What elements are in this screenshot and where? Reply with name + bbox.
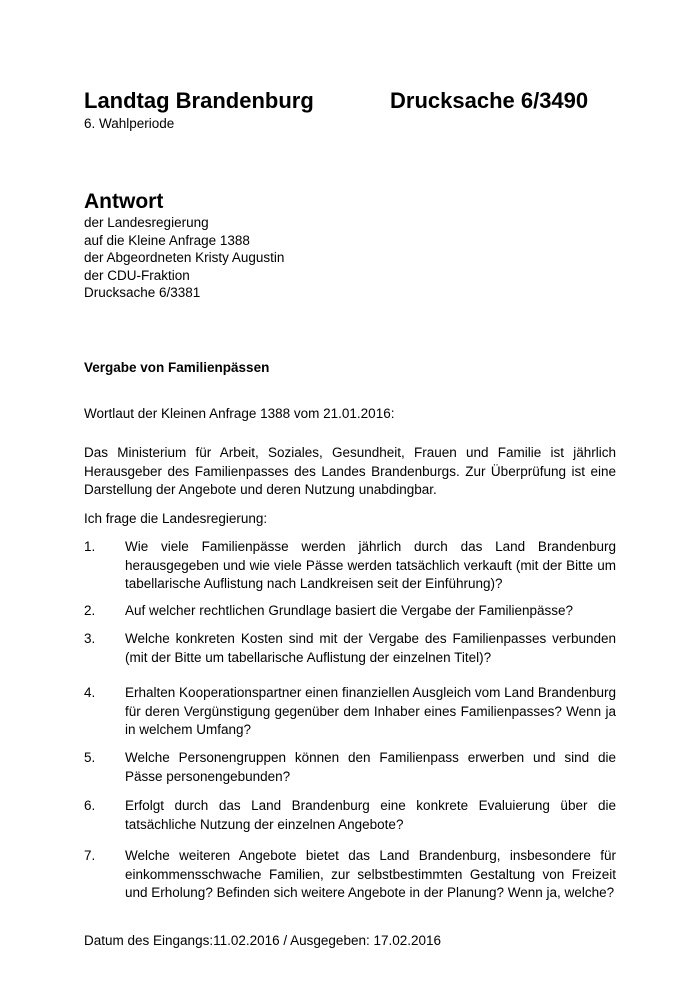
question-text: Welche weiteren Angebote bietet das Land Brandenburg, insbesondere für einkommensschwache Familien, zur selbstbestimmten Gestaltung von Freizeit und Erholung? Befinden sich weitere Angebote in der Planung? Wenn ja, welche?	[125, 848, 616, 900]
question-number: 1.	[84, 539, 96, 554]
document-number: Drucksache 6/3490	[390, 88, 589, 113]
question-intro: Ich frage die Landesregierung:	[84, 511, 268, 526]
answer-line: auf die Kleine Anfrage 1388	[84, 232, 250, 248]
question-number: 5.	[84, 750, 96, 765]
subject-heading: Vergabe von Familienpässen	[84, 360, 270, 375]
question-text: Erhalten Kooperationspartner einen finanziellen Ausgleich vom Land Brandenburg für deren Vergünstigung gegenüber dem Inhaber eines Familienpasses? Wenn ja in welchem Umfang?	[125, 685, 616, 737]
question-number: 7.	[84, 848, 96, 863]
answer-line: der Landesregierung	[84, 215, 209, 230]
question-number: 3.	[84, 631, 96, 646]
answer-line: der CDU-Fraktion	[84, 267, 190, 283]
question-number: 4.	[84, 685, 96, 700]
receipt-dates: Datum des Eingangs:11.02.2016 / Ausgegeben: 17.02.2016	[84, 933, 442, 948]
question-text: Auf welcher rechtlichen Grundlage basiert die Vergabe der Familienpässe?	[125, 603, 574, 618]
question-number: 6.	[84, 798, 96, 813]
question-text: Welche Personengruppen können den Familienpass erwerben und sind die Pässe personengebunden?	[125, 750, 616, 784]
answer-line: Drucksache 6/3381	[84, 285, 201, 301]
answer-heading: Antwort	[84, 190, 164, 213]
question-text: Wie viele Familienpässe werden jährlich durch das Land Brandenburg herausgegeben und wie viele Pässe werden tatsächlich verkauft (mit der Bitte um tabellarische Auflistung nach Landkreisen seit der Einführung)?	[125, 539, 616, 591]
answer-details	[84, 214, 284, 302]
answer-line: der Abgeordneten Kristy Augustin	[84, 250, 285, 266]
parliament-title: Landtag Brandenburg	[84, 88, 314, 113]
inquiry-intro: Wortlaut der Kleinen Anfrage 1388 vom 21.01.2016:	[84, 406, 395, 421]
question-text: Welche konkreten Kosten sind mit der Vergabe des Familienpasses verbunden (mit der Bitte um tabellarische Auflistung der einzelnen Titel)?	[125, 631, 616, 665]
question-text: Erfolgt durch das Land Brandenburg eine konkrete Evaluierung über die tatsächliche Nutzung der einzelnen Angebote?	[125, 798, 616, 832]
inquiry-paragraph: Das Ministerium für Arbeit, Soziales, Gesundheit, Frauen und Familie ist jährlich Herausgeber des Familienpasses des Landes Brandenburgs. Zur Überprüfung ist eine Darstellung der Angebote und deren Nutzung unabdingbar.	[84, 445, 616, 497]
question-number: 2.	[84, 603, 96, 618]
legislative-period: 6. Wahlperiode	[84, 116, 175, 131]
